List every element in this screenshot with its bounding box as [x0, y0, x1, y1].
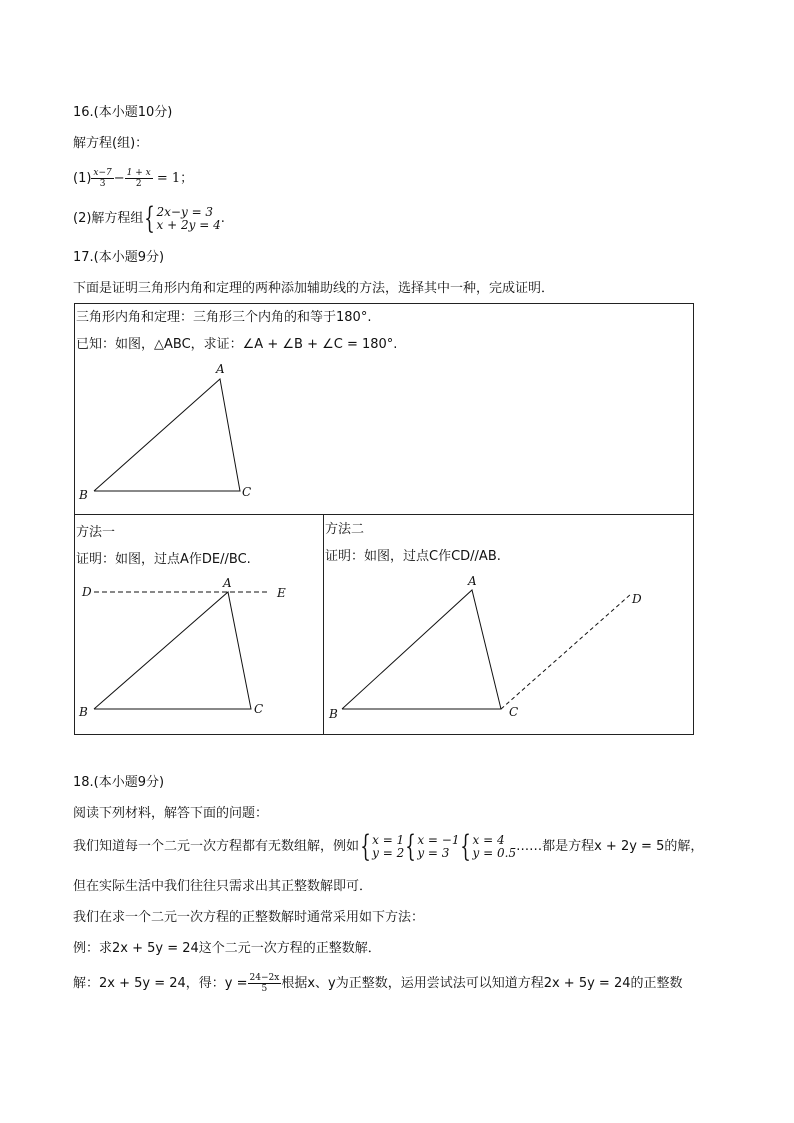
triangle-figure-method2	[324, 572, 684, 727]
label-d: D	[82, 585, 92, 599]
q18-heading: 18.(本小题9分)	[73, 775, 165, 790]
triangle-figure-method1	[74, 572, 319, 727]
label-c: C	[254, 702, 264, 716]
triangle-abc	[342, 590, 501, 709]
label-e: E	[277, 586, 286, 600]
q17-heading: 17.(本小题9分)	[73, 250, 165, 265]
q18-intro: 阅读下列材料，解答下面的问题：	[73, 806, 269, 821]
q16-part1-label: (1)	[73, 171, 92, 186]
equation-system: 2x−y = 3 x + 2y = 4	[156, 204, 221, 232]
label-b: B	[329, 707, 338, 721]
method1-title: 方法一	[76, 525, 116, 540]
q16-heading: 16.(本小题10分)	[73, 105, 173, 120]
fraction-1: $\frac{x-7}{3}$	[93, 168, 112, 189]
label-c: C	[242, 485, 252, 499]
q16-part2-label: (2)解方程组	[73, 211, 144, 226]
q18-line1: 我们知道每一个二元一次方程都有无数组解，例如{ x = 1 y = 2 { x = −1 y = 3 { x = 4 y = 0.5 ……都是方程x + 2y = 5的解，	[73, 828, 704, 864]
theorem-text: 三角形内角和定理：三角形三个内角的和等于180°.	[76, 310, 372, 325]
q18-line3: 我们在求一个二元一次方程的正整数解时通常采用如下方法：	[73, 910, 425, 925]
fraction-y: $\frac{24-2x}{5}$	[249, 973, 280, 994]
label-c: C	[509, 705, 519, 719]
q16-part1-rhs: = 1；	[156, 171, 194, 186]
q17-intro: 下面是证明三角形内角和定理的两种添加辅助线的方法，选择其中一种，完成证明．	[73, 281, 555, 296]
left-brace-icon: {	[360, 828, 371, 864]
q18-line2: 但在实际生活中我们往往只需求出其正整数解即可．	[73, 879, 373, 894]
table-divider	[74, 514, 694, 515]
method2-title: 方法二	[325, 522, 365, 537]
method2-text: 证明：如图，过点C作CD//AB.	[325, 549, 501, 564]
method1-text: 证明：如图，过点A作DE//BC.	[76, 552, 251, 567]
given-text: 已知：如图，△ABC，求证：∠A + ∠B + ∠C = 180°.	[76, 337, 398, 352]
q18-line5: 解：2x + 5y = 24，得：y = $\frac{24-2x}{5}$ 根据x、y为正整数，运用尝试法可以知道方程2x + 5y = 24的正整数	[73, 973, 683, 994]
triangle-abc	[94, 592, 251, 709]
label-a: A	[223, 576, 232, 590]
label-b: B	[79, 705, 88, 719]
triangle-figure-main	[74, 355, 374, 510]
solution-pair-2: x = −1 y = 3	[417, 832, 460, 860]
label-b: B	[79, 488, 88, 502]
left-brace-icon: {	[405, 828, 417, 864]
q16-part2: (2)解方程组{ 2x−y = 3 x + 2y = 4 .	[73, 200, 225, 236]
q18-line4: 例：求2x + 5y = 24这个二元一次方程的正整数解．	[73, 941, 381, 956]
fraction-2: $\frac{1 + x}{2}$	[126, 168, 151, 189]
q16-part1: (1) $\frac{x-7}{3}$ − $\frac{1 + x}{2}$ = 1；	[73, 168, 194, 189]
label-a: A	[468, 574, 477, 588]
solution-pair-1: x = 1 y = 2	[372, 832, 405, 860]
left-brace-icon: {	[460, 828, 472, 864]
label-a: A	[216, 362, 225, 376]
solution-pair-3: x = 4 y = 0.5	[472, 832, 517, 860]
triangle-abc	[94, 379, 240, 491]
left-brace-icon: {	[144, 200, 156, 236]
label-d: D	[632, 592, 642, 606]
q16-intro: 解方程(组)：	[73, 136, 149, 151]
line-cd	[501, 594, 631, 709]
